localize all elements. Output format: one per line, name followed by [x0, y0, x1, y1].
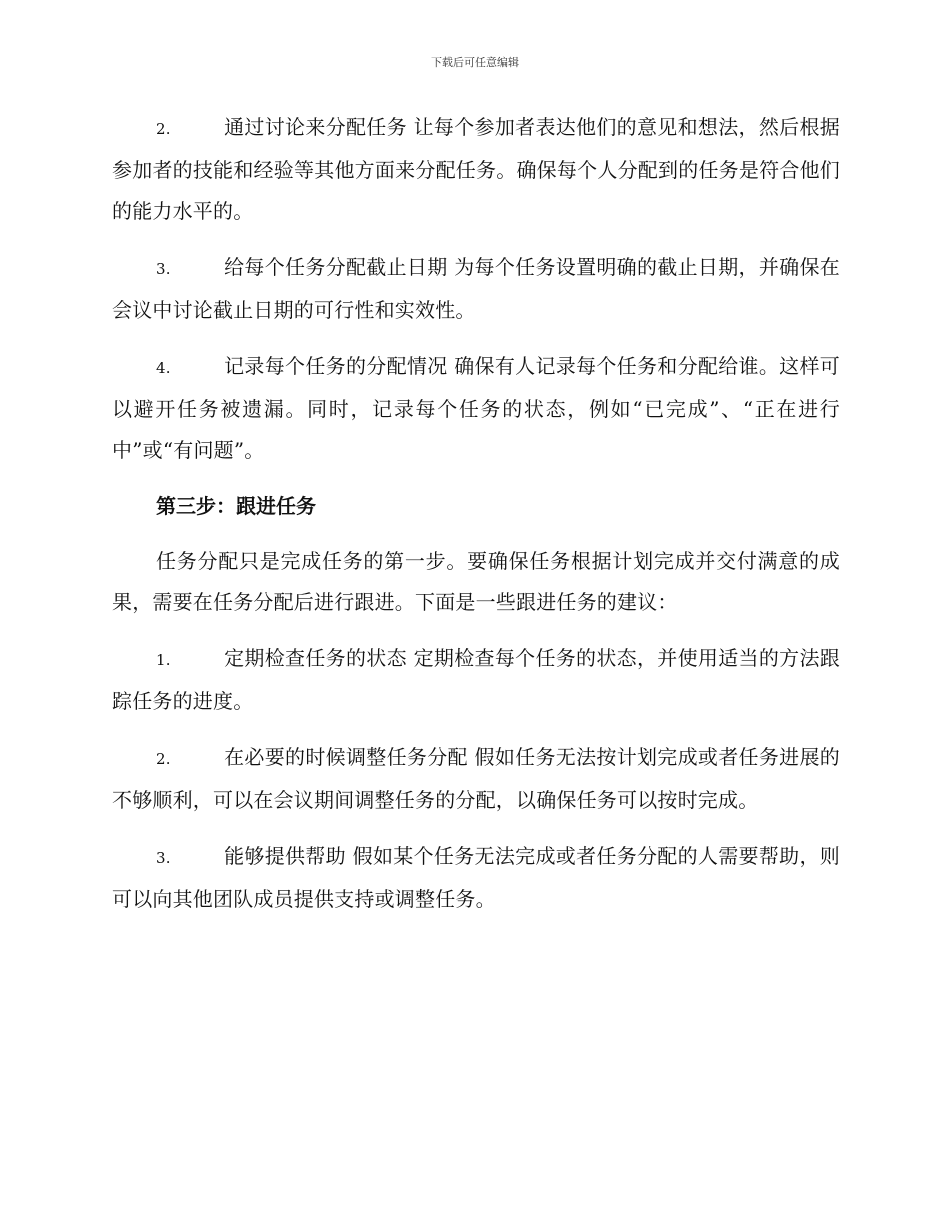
section-heading: 第三步：跟进任务 — [156, 494, 316, 518]
list-item-body: 让每个参加者表达他们的意见和想法，然后根据参加者的技能和经验等其他方面来分配任务。确保每个人分配到的任务是符合他们的能力水平的。 — [112, 115, 840, 223]
list-item-body: 假如任务无法按计划完成或者任务进展的不够顺利，可以在会议期间调整任务的分配，以确保任务可以按时完成。 — [112, 745, 840, 812]
list-item-body: 定期检查每个任务的状态，并使用适当的方法跟踪任务的进度。 — [112, 646, 840, 713]
list-item — [112, 638, 840, 722]
list-item — [112, 737, 840, 821]
list-item-number: 3. — [156, 849, 171, 867]
list-item-title: 能够提供帮助 — [224, 844, 346, 868]
list-item-body: 假如某个任务无法完成或者任务分配的人需要帮助，则可以向其他团队成员提供支持或调整任务。 — [112, 844, 840, 911]
list-item-title: 通过讨论来分配任务 — [224, 115, 407, 139]
list-item-number: 4. — [156, 359, 171, 377]
list-item — [112, 247, 840, 331]
list-item — [112, 836, 840, 920]
list-item — [112, 107, 840, 232]
list-item-number: 1. — [156, 651, 171, 669]
list-item-number: 2. — [156, 120, 171, 138]
page-header: 下载后可任意编辑 — [431, 56, 519, 69]
list-item-title: 在必要的时候调整任务分配 — [224, 745, 468, 769]
list-item-title: 给每个任务分配截止日期 — [224, 255, 448, 279]
list-item-body: 为每个任务设置明确的截止日期，并确保在会议中讨论截止日期的可行性和实效性。 — [112, 255, 840, 322]
list-item-number: 2. — [156, 750, 171, 768]
list-item-body: 确保有人记录每个任务和分配给谁。这样可以避开任务被遗漏。同时，记录每个任务的状态，例如“已完成”、“正在进行中”或“有问题”。 — [112, 354, 840, 462]
document-body — [112, 107, 840, 935]
list-item — [112, 346, 840, 471]
section-intro: 任务分配只是完成任务的第一步。要确保任务根据计划完成并交付满意的成果，需要在任务分配后进行跟进。下面是一些跟进任务的建议： — [112, 549, 840, 614]
list-item-title: 记录每个任务的分配情况 — [224, 354, 448, 378]
list-item-title: 定期检查任务的状态 — [224, 646, 407, 670]
list-item-number: 3. — [156, 260, 171, 278]
